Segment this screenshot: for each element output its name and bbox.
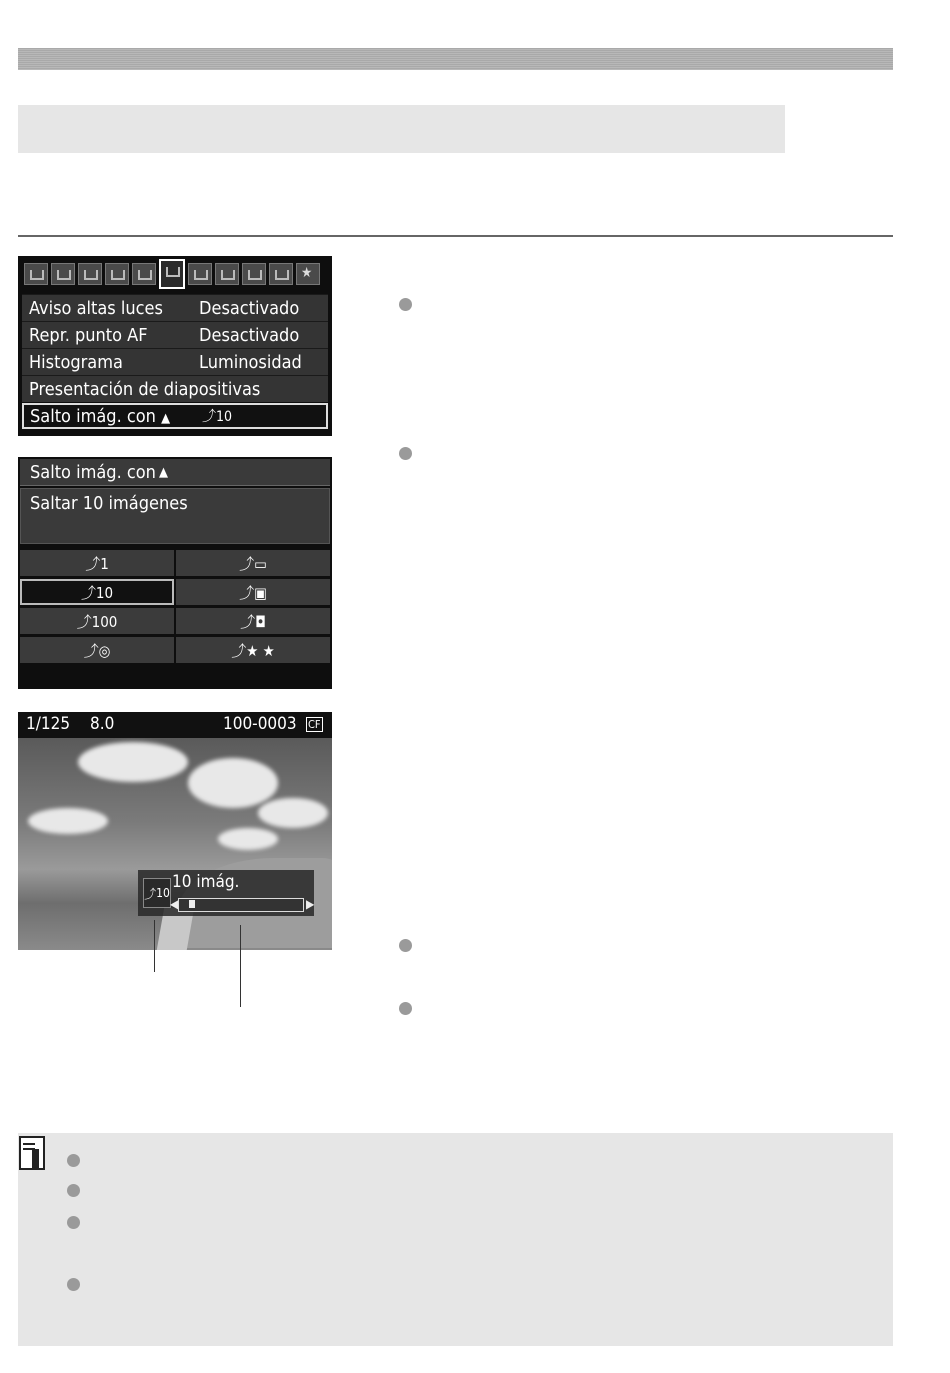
title-box — [18, 105, 785, 153]
jump-header-label: Salto imág. con — [30, 461, 156, 483]
playback-tab-1-icon[interactable] — [132, 263, 156, 285]
jump-by-date-option[interactable] — [176, 550, 330, 576]
jump-folder-icon: ⤴◎ — [83, 641, 111, 660]
jump-method-label: 10 imág. — [172, 872, 240, 892]
bullet — [67, 1184, 80, 1197]
callout-line-playback-position — [240, 925, 241, 1007]
note-box — [18, 1133, 893, 1346]
bullet — [399, 1002, 412, 1015]
scroll-left-icon: ◀ — [170, 897, 179, 911]
file-number: 100-0003 — [223, 714, 297, 734]
jump-camera-icon: ⤴◘ — [240, 612, 266, 631]
image-jump-screen — [18, 457, 332, 689]
jump-header — [20, 459, 330, 486]
menu-row-label: Histograma — [29, 351, 123, 373]
shutter-speed: 1/125 — [26, 714, 71, 734]
my-menu-star-icon[interactable] — [296, 263, 320, 285]
menu-row-label: Aviso altas luces — [29, 297, 163, 319]
note-icon — [18, 1135, 46, 1171]
jump-option-grid — [20, 550, 330, 663]
jump-stills-option[interactable] — [176, 608, 330, 634]
jump-description — [20, 488, 330, 544]
setup-tab-3-icon[interactable] — [242, 263, 266, 285]
shoot-tab-4-icon[interactable] — [105, 263, 129, 285]
menu-row-slideshow[interactable] — [22, 375, 328, 402]
menu-row-value: Luminosidad — [199, 351, 302, 373]
jump-rating-icon: ⤴★ ★ — [231, 641, 275, 660]
menu-row-af-point[interactable] — [22, 321, 328, 348]
bullet — [399, 298, 412, 311]
scroll-right-icon: ▶ — [306, 897, 315, 911]
playback-menu-screen — [18, 256, 332, 436]
bullet — [67, 1154, 80, 1167]
menu-row-label: Presentación de diapositivas — [29, 378, 261, 400]
playback-tab-2-icon[interactable] — [159, 259, 185, 289]
jump-description-text: Saltar 10 imágenes — [30, 493, 188, 514]
bullet — [67, 1216, 80, 1229]
custom-function-tab-icon[interactable] — [269, 263, 293, 285]
main-dial-icon: ▲ — [158, 464, 168, 480]
shoot-tab-2-icon[interactable] — [51, 263, 75, 285]
playback-photo-screen — [18, 712, 332, 950]
landscape-photo — [18, 738, 332, 950]
jump-1-icon: ⤴1 — [85, 554, 109, 573]
aperture-value: 8.0 — [90, 714, 115, 734]
jump-display — [138, 870, 314, 916]
setup-tab-1-icon[interactable] — [188, 263, 212, 285]
cf-card-icon: CF — [308, 718, 321, 731]
jump-by-folder-option[interactable] — [20, 637, 174, 663]
jump-1-image-option[interactable] — [20, 550, 174, 576]
menu-row-image-jump[interactable] — [22, 403, 328, 429]
photo-info-bar — [18, 712, 332, 738]
playback-position-bar — [178, 898, 304, 912]
jump-100-icon: ⤴100 — [76, 612, 118, 631]
jump-by-rating-option[interactable] — [176, 637, 330, 663]
jump-movies-option[interactable] — [176, 579, 330, 605]
menu-row-highlight-alert[interactable] — [22, 294, 328, 321]
main-dial-icon: ▲ — [161, 410, 171, 426]
jump-10-icon: ⤴10 — [80, 583, 114, 602]
section-divider — [18, 235, 893, 237]
callout-line-jump-method — [154, 920, 155, 972]
bullet — [399, 939, 412, 952]
jump-10-icon: ⤴10 — [202, 409, 233, 425]
menu-row-histogram[interactable] — [22, 348, 328, 375]
jump-100-images-option[interactable] — [20, 608, 174, 634]
jump-movie-icon: ⤴▣ — [239, 583, 267, 602]
menu-row-value: Desactivado — [199, 324, 300, 346]
menu-row-label: Salto imág. con ▲ — [30, 405, 171, 427]
menu-row-label: Repr. punto AF — [29, 324, 148, 346]
menu-tab-row — [24, 260, 320, 288]
jump-date-icon: ⤴▭ — [239, 554, 267, 573]
header-band — [18, 48, 893, 70]
shoot-tab-3-icon[interactable] — [78, 263, 102, 285]
shoot-tab-1-icon[interactable] — [24, 263, 48, 285]
jump-10-images-option[interactable] — [20, 579, 174, 605]
bullet — [399, 447, 412, 460]
menu-row-value: Desactivado — [199, 297, 300, 319]
playback-position-thumb — [189, 900, 195, 908]
jump-method-icon: ⤴ 10 — [143, 878, 171, 908]
setup-tab-2-icon[interactable] — [215, 263, 239, 285]
bullet — [67, 1278, 80, 1291]
